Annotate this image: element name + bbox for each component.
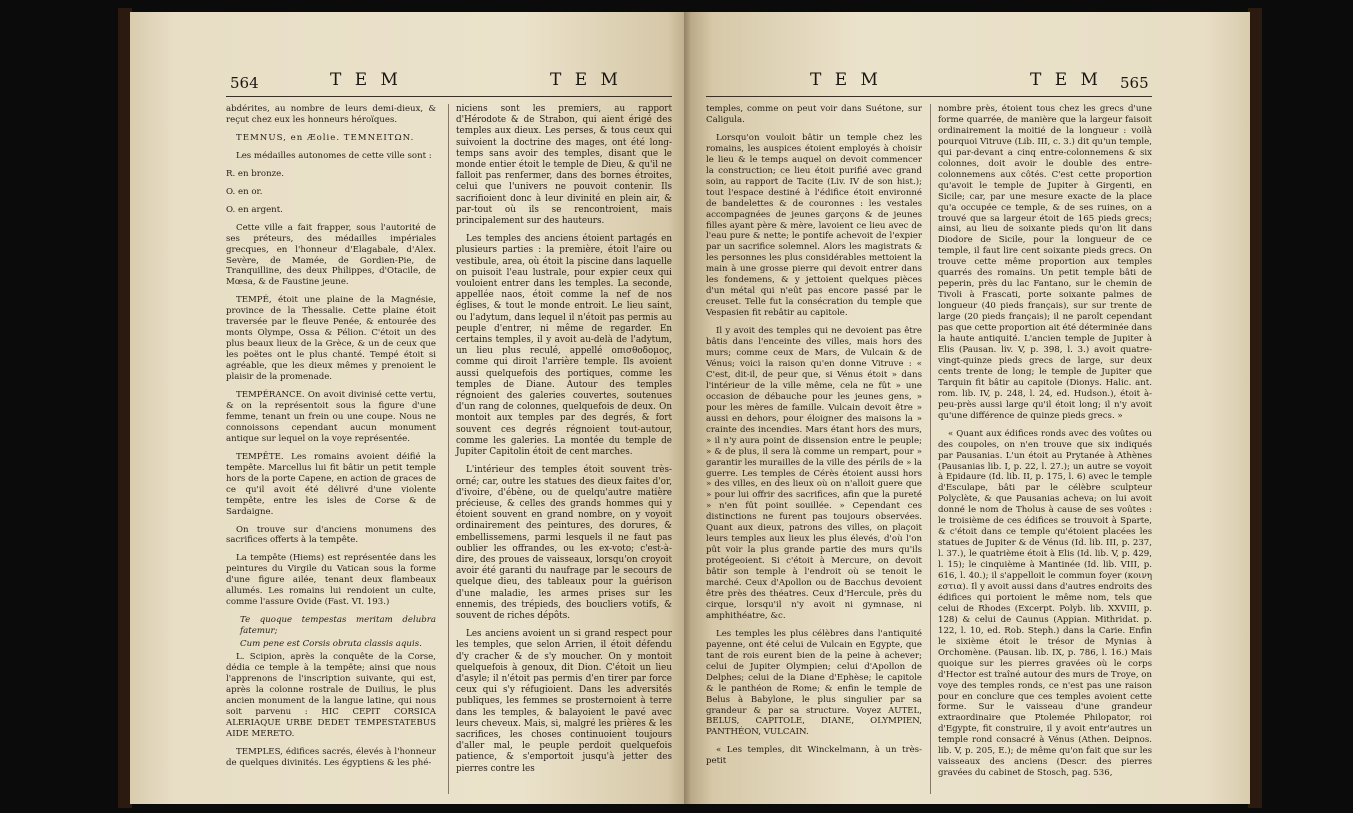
header-rule — [706, 96, 1152, 97]
paragraph: Les médailles autonomes de cette ville sont : — [236, 150, 432, 161]
text-column — [938, 104, 1152, 786]
paragraph: Les temples les plus célèbres dans l'antiquité payenne, ont été celui de Vulcain en Egypte, que tant de rois eurent bien de la peine à achever; celui de Jupiter Olympien; celui d'Apollon de Delphes; celui de la Diane d'Ephèse; le capitole & le panthéon de Rome; & enfin le temple de Belus à Babylone, le plus singulier par sa grandeur & par sa structure. Voyez AUTEL, BELUS, CAPITOLE, DIANE, OLYMPIEN, PANTHÉON, VULCAIN. — [706, 628, 922, 738]
paragraph: abdérites, au nombre de leurs demi-dieux, & reçut chez eux les honneurs héroïques. — [226, 104, 436, 125]
header-rule — [226, 96, 672, 97]
paragraph: L. Scipion, après la conquête de la Corse, dédia ce temple à la tempête; ainsi que nous l'apprenons de l'inscription suivante, qui est, après la colonne rostrale de Duilius, le plus ancien monument de la langue latine, qui nous soit parvenu : HIC CEPIT CORSICA ALERIAQUE URBE DEDET TEMPESTATEBUS AIDE MERETO. — [226, 652, 436, 739]
text-column — [226, 104, 436, 776]
column-divider — [448, 104, 449, 794]
paragraph: « Quant aux édifices ronds avec des voûtes ou des coupoles, on n'en trouve que six indiqués par Pausanias. L'un étoit au Prytanée à Athènes (Pausanias lib. I, p. 22, l. 27.); un autre se voyoit à Epidaure (Id. lib. II, p. 175, l. 6) avec le temple d'Esculape, bâti par le célèbre sculpteur Polyclète, & que Pausanias acheva; on lui avoit donné le nom de Tholus à cause de ses voûtes : le troisième de ces édifices se trouvoit à Sparte, & c'étoit dans ce temple qu'étoient placées les statues de Jupiter & de Vénus (Id. lib. III, p. 237, l. 37.), le quatrième étoit à Elis (Id. lib. V, p. 429, l. 15); le cinquième à Mantinée (Id. lib. VIII, p. 616, l. 40.); il s'appelloit le commun foyer (κοινη εστια). Il y avoit aussi dans d'autres endroits des édifices qui portoient le même nom, tels que celui de Rhodes (Excerpt. Polyb. lib. XXVIII, p. 128) & celui de Caunus (Appian. Mithridat. p. 122, l. 10, ed. Rob. Steph.) dans la Carie. Enfin le sixième étoit le trésor de Mynias à Orchomène. (Pausan. lib. IX, p. 786, l. 16.) Mais quoique sur les pierres gravées où le corps d'Hector est traîné autour des murs de Troye, on voye des temples ronds, ce n'est pas une raison pour en conclure que ces temples avoient cette forme. Sur le vaisseau d'une grandeur extraordinaire que Ptolemée Philopator, roi d'Egypte, fit construire, il y avoit entr'autres un temple rond consacré à Vénus (Athen. Deipnos. lib. V, p. 205, E.); de même qu'on fait que sur les vaisseaux des anciens (Descr. des pierres gravées du cabinet de Stosch, pag. 536, — [938, 428, 1152, 779]
paragraph: Lorsqu'on vouloit bâtir un temple chez les romains, les auspices étoient employés à choisir le lieu & le temps auquel on devoit commencer la construction; ce lieu étoit purifié avec grand soin, au rapport de Tacite (Liv. IV de son hist.); tout l'espace destiné à l'édifice étoit environné de bandelettes & de couronnes : les vestales accompagnées de jeunes garçons & de jeunes filles ayant père & mère, lavoient ce lieu avec de l'eau pure & nette; le pontife achevoit de l'expier par un sacrifice solemnel. Alors les magistrats & les personnes les plus considérables mettoient la main à une grosse pierre qui devoit entrer dans les fondemens, & y jettoient quelques pièces d'un métal qui n'eût pas encore passé par le creuset. Telle fut la consécration du temple que Vespasien fit rebâtir au capitole. — [706, 132, 922, 319]
text-column — [456, 104, 672, 782]
book-cover-right — [1248, 8, 1262, 808]
paragraph: nombre près, étoient tous chez les grecs d'une forme quarrée, de manière que la largeur faisoit ordinairement la moitié de la longueur : voilà pourquoi Vitruve (Lib. III, c. 3.) dit qu'un temple, qui par-devant a cinq entre-colonnemens & six colonnes, doit avoir le double des entre-colonnemens aux côtés. C'est cette proportion qu'avoit le temple de Jupiter à Girgenti, en Sicile; car, par une mesure exacte de la place qu'a occupée ce temple, & de ses ruines, on a trouvé que sa largeur étoit de 165 pieds grecs; ainsi, au lieu de soixante pieds qu'on lit dans Diodore de Sicile, pour la longueur de ce temple, il faut lire cent soixante pieds grecs. On trouve cette même proportion aux temples quarrés des romains. Un petit temple bâti de peperin, près du lac Fantano, sur le chemin de Tivoli à Frascati, porte soixante palmes de longueur (40 pieds français), sur sur trente de large (20 pieds français); il ne paroît cependant pas que cette proportion ait été déterminée dans la haute antiquité. L'ancien temple de Jupiter à Elis (Pausan. liv. V, p. 398, l. 3.) avoit quatre-vingt-quinze pieds grecs de large, sur deux cents trente de long; le temple de Jupiter que Tarquin fit bâtir au capitole (Dionys. Halic. ant. rom. lib. IV, p. 248, l. 24, ed. Hudson.), étoit à-peu-près aussi large qu'il étoit long; il n'y avoit qu'une différence de quinze pieds grecs. » — [938, 104, 1153, 421]
paragraph: On trouve sur d'anciens monumens des sacrifices offerts à la tempête. — [226, 524, 436, 546]
paragraph: La tempête (Hiems) est représentée dans les peintures du Virgile du Vatican sous la forme d'une figure ailée, tenant deux flambeaux allumés. Les romains lui rendoient un culte, comme l'assure Ovide (Fast. VI. 193.) — [226, 553, 436, 608]
paragraph: L'intérieur des temples étoit souvent très-orné; car, outre les statues des dieux faites d'or, d'ivoire, d'ébène, ou de quelqu'autre matière précieuse, & celles des grands hommes qui y étoient souvent en grand nombre, on y voyoit ordinairement des peintures, des dorures, & embellissemens, parmi lesquels il ne faut pas oublier les offrandes, ou les ex-voto; c'est-à-dire, des proues de vaisseaux, lorsqu'on croyoit avoir été garanti du naufrage par le secours de quelque dieu, des tableaux pour la guérison d'une maladie, les armes prises sur les ennemis, des trépieds, des boucliers votifs, & souvent de riches dépôts. — [456, 465, 672, 621]
paragraph: TEMPÉRANCE. On avoit divinisé cette vertu, & on la représentoit sous la figure d'une femme, tenant un frein ou une coupe. Nous ne connoissons cependant aucun monument antique sur lequel on la voye représentée. — [226, 390, 436, 444]
paragraph: « Les temples, dit Winckelmann, à un très-petit — [706, 745, 922, 767]
text-column — [706, 104, 922, 774]
entry-heading: TEMNUS, en Æolie. TEMNEITΩN. — [236, 132, 415, 143]
page-number: 564 — [230, 74, 259, 92]
running-head: T E M — [810, 70, 882, 90]
list-item: R. en bronze. — [226, 168, 284, 179]
paragraph: Il y avoit des temples qui ne devoient pas être bâtis dans l'enceinte des villes, mais hors des murs; comme ceux de Mars, de Vulcain & de Vénus; voici la raison qu'en donne Vitruve : « C'est, dit-il, de peur que, si Vénus étoit » dans l'intérieur de la ville même, cela ne fût » une occasion de débauche pour les jeunes gens, » pour les mères de famille. Vulcain devoit être » aussi en dehors, pour éloigner des maisons la » crainte des incendies. Mars étant hors des murs, » il n'y aura point de dissension entre le peuple; » & de plus, il sera là comme un rempart, pour » garantir les murailles de la ville des périls de » la guerre. Les temples de Cérès étoient aussi hors » des villes, en des lieux où on n'alloit guere que » pour lui offrir des sacrifices, afin que la pureté » n'en fût point souillée. » Cependant ces distinctions ne furent pas toujours observées. Quant aux dieux, patrons des villes, on plaçoit leurs temples aux lieux les plus élevés, d'où l'on pût voir la plus grande partie des murs qu'ils protégeoient. Si c'étoit à Mercure, on devoit bâtir son temple à l'endroit où se tenoit le marché. Ceux d'Apollon ou de Bacchus devoient être près des théatres. Ceux d'Hercule, près du cirque, lorsqu'il n'y avoit ni gymnase, ni amphithéatre, &c. — [706, 326, 922, 621]
paragraph: Cette ville a fait frapper, sous l'autorité de ses préteurs, des médailles impériales grecques, en l'honneur d'Elagabale, d'Alex. Sevère, de Mamée, de Gordien-Pie, de Tranquilline, des deux Philippes, d'Otacile, de Mœsa, & de Faustine jeune. — [226, 222, 436, 288]
running-head: T E M — [550, 70, 622, 90]
paragraph: temples, comme on peut voir dans Suétone, sur Caligula. — [706, 104, 922, 125]
paragraph: TEMPÉ, étoit une plaine de la Magnésie, province de la Thessalie. Cette plaine étoit traversée par le fleuve Penée, & entourée des monts Olympe, Ossa & Pélion. C'étoit un des plus beaux lieux de la Grèce, & un de ceux que les poëtes ont le plus chanté. Tempé étoit si agréable, que les dieux mêmes y prenoient le plaisir de la promenade. — [226, 295, 436, 383]
paragraph: niciens sont les premiers, au rapport d'Hérodote & de Strabon, qui aient érigé des temples aux dieux. Les perses, & tous ceux qui suivoient la doctrine des mages, ont été long-temps sans avoir des temples, disant que le monde entier étoit le temple de Dieu, & qu'il ne falloit pas renfermer, dans des bornes étroites, celui que l'univers ne pouvoit contenir. Ils sacrifioient donc à leur divinité en plein air, & par-tout où ils se rencontroient, mais principalement sur des hauteurs. — [456, 104, 672, 227]
right-page — [690, 12, 1250, 804]
running-head: T E M — [330, 70, 402, 90]
running-head: T E M — [1030, 70, 1102, 90]
page-number: 565 — [1120, 74, 1149, 92]
list-item: O. en or. — [226, 186, 263, 197]
paragraph: Les anciens avoient un si grand respect pour les temples, que selon Arrien, il étoit défendu d'y cracher & de s'y moucher. On y montoit quelquefois à genoux, dit Dion. C'étoit un lieu d'asyle; il n'étoit pas permis d'en tirer par force ceux qui s'y réfugioient. Dans les adversités publiques, les femmes se prosternoient à terre dans les temples, & balayoient le pavé avec leurs cheveux. Mais, si, malgré les prières & les sacrifices, les choses continuoient toujours d'aller mal, le peuple perdoit quelquefois patience, & s'emportoit jusqu'à jetter des pierres contre les — [456, 629, 672, 774]
left-page — [130, 12, 690, 804]
verse-line: Cum pene est Corsis obruta classis aquis. — [240, 639, 422, 650]
paragraph: Les temples des anciens étoient partagés en plusieurs parties : la première, étoit l'aire ou vestibule, area, où étoit la piscine dans laquelle on puisoit l'eau lustrale, pour expier ceux qui vouloient entrer dans les temples. La seconde, appellée naos, étoit comme la nef de nos églises, & tout le monde entroit. Le lieu saint, ou l'adytum, dans lequel il n'étoit pas permis au peuple d'entrer, ni même de regarder. En certains temples, il y avoit au-delà de l'adytum, un lieu plus reculé, appellé οπισθοδομος, comme qui diroit l'arrière temple. Ils avoient aussi quelquefois des portiques, comme les temples de Diane. Autour des temples régnoient des galeries couvertes, soutenues d'un rang de colonnes, quelquefois de deux. On montoit aux temples par des degrés, & fort souvent ces degrés régnoient tout-autour, comme les galeries. La montée du temple de Jupiter Capitolin étoit de cent marches. — [456, 234, 672, 458]
paragraph: TEMPÊTE. Les romains avoient déifié la tempête. Marcellus lui fit bâtir un petit temple hors de la porte Capene, en action de graces de ce qu'il avoit été délivré d'une violente tempête, entre les isles de Corse & de Sardaigne. — [226, 451, 436, 517]
column-divider — [930, 104, 931, 794]
list-item: O. en argent. — [226, 204, 283, 215]
paragraph: TEMPLES, édifices sacrés, élevés à l'honneur de quelques divinités. Les égyptiens & les phé- — [226, 746, 436, 768]
verse-line: Te quoque tempestas meritam delubra fatemur; — [240, 615, 436, 637]
